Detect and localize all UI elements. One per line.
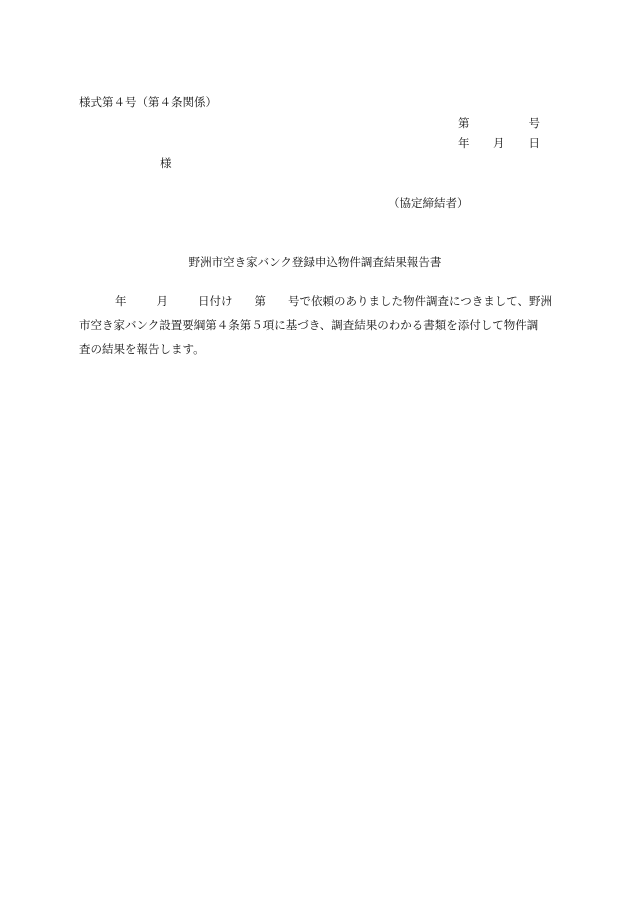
document-title: 野洲市空き家バンク登録申込物件調査結果報告書 <box>188 255 442 269</box>
form-number: 様式第４号（第４条関係） <box>79 95 217 109</box>
body-line-3: 査の結果を報告します。 <box>79 342 205 356</box>
date-day-label: 日 <box>528 136 540 150</box>
addressee-honorific: 様 <box>160 156 172 170</box>
date-month-label: 月 <box>493 136 505 150</box>
body-year: 年 <box>115 294 127 308</box>
number-prefix: 第 <box>458 116 470 130</box>
body-line-2: 市空き家バンク設置要綱第４条第５項に基づき、調査結果のわかる書類を添付して物件調 <box>79 318 539 332</box>
sender-label: （協定締結者） <box>388 196 469 210</box>
body-line-1-text: 号で依頼のありました物件調査につきまして、野洲 <box>288 294 553 308</box>
body-number-prefix: 第 <box>254 294 266 308</box>
body-month: 月 <box>156 294 168 308</box>
number-suffix: 号 <box>528 116 540 130</box>
body-dated: 日付け <box>198 294 233 308</box>
date-year-label: 年 <box>458 136 470 150</box>
body-line-1 <box>79 296 552 308</box>
